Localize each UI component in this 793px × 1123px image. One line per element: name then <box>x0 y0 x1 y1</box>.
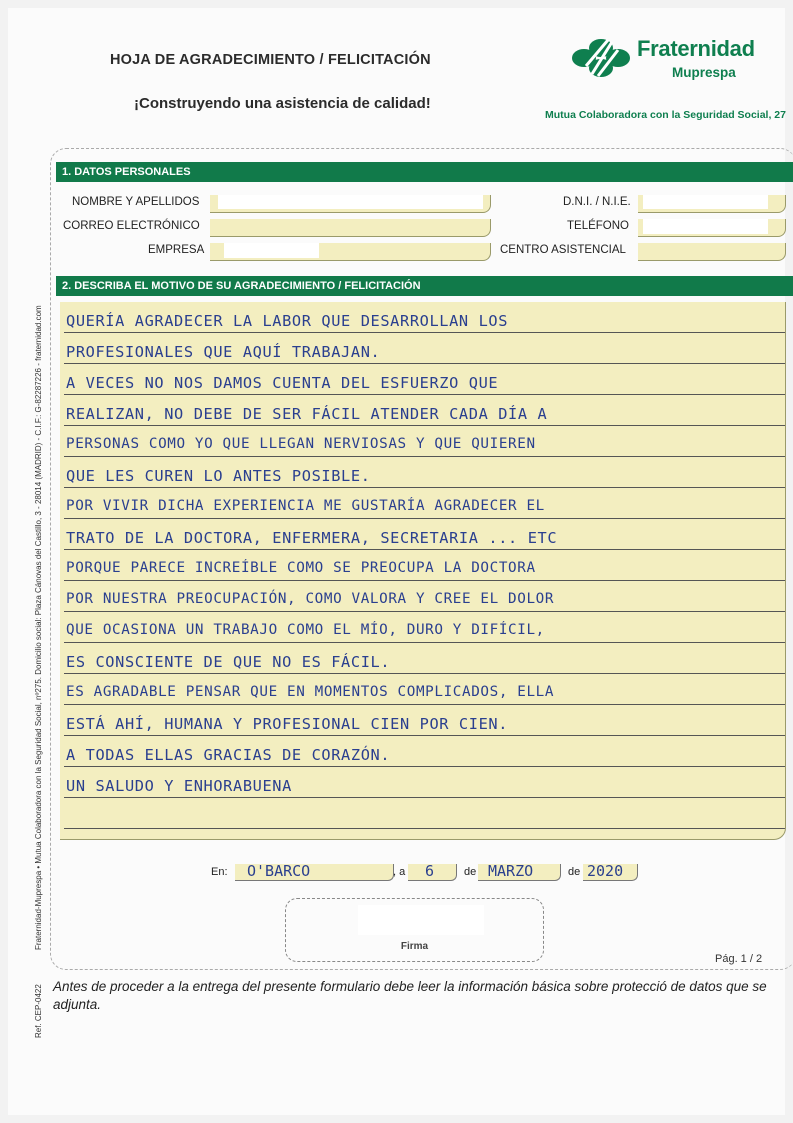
de-label: de <box>568 866 581 878</box>
centro-field[interactable] <box>638 243 786 261</box>
correo-field[interactable] <box>210 219 491 237</box>
section-motive-header: 2. DESCRIBA EL MOTIVO DE SU AGRADECIMIENTO / FELICITACIÓN <box>56 276 793 296</box>
redacted-signature <box>358 905 484 935</box>
reference-code: Ref. CEP-0422 <box>34 984 43 1038</box>
fraternidad-logo-icon <box>570 36 632 80</box>
de-label: de <box>464 866 477 878</box>
correo-label: CORREO ELECTRÓNICO <box>63 220 200 232</box>
place-field[interactable] <box>235 864 394 881</box>
handwritten-line: ESTÁ AHÍ, HUMANA Y PROFESIONAL CIEN POR CIEN. <box>66 715 509 733</box>
handwritten-line: TRATO DE LA DOCTORA, ENFERMERA, SECRETARIA ... ETC <box>66 529 558 547</box>
centro-label: CENTRO ASISTENCIAL <box>500 244 626 256</box>
signature-box[interactable] <box>285 898 544 962</box>
dni-label: D.N.I. / N.I.E. <box>563 196 631 208</box>
handwritten-line: QUE LES CUREN LO ANTES POSIBLE. <box>66 467 371 485</box>
section-personal-data-header: 1. DATOS PERSONALES <box>56 162 793 182</box>
empresa-label: EMPRESA <box>148 244 205 256</box>
handwritten-line: POR NUESTRA PREOCUPACIÓN, COMO VALORA Y CREE EL DOLOR <box>66 591 555 607</box>
telefono-field[interactable] <box>638 219 786 237</box>
handwritten-line: PERSONAS COMO YO QUE LLEGAN NERVIOSAS Y QUE QUIEREN <box>66 436 536 452</box>
handwritten-line: A VECES NO NOS DAMOS CUENTA DEL ESFUERZO QUE <box>66 374 499 392</box>
form-subtitle: ¡Construyendo una asistencia de calidad! <box>134 95 431 112</box>
day-value: 6 <box>425 862 435 880</box>
nombre-field[interactable] <box>210 195 491 213</box>
handwritten-line: PROFESIONALES QUE AQUÍ TRABAJAN. <box>66 343 381 361</box>
handwritten-line: UN SALUDO Y ENHORABUENA <box>66 777 292 795</box>
handwritten-line: QUERÍA AGRADECER LA LABOR QUE DESARROLLAN LOS <box>66 312 509 330</box>
year-field[interactable] <box>583 864 638 881</box>
handwritten-line: POR VIVIR DICHA EXPERIENCIA ME GUSTARÍA AGRADECER EL <box>66 498 545 514</box>
redacted-block <box>218 195 483 209</box>
redacted-block <box>643 219 768 234</box>
motive-text-area[interactable] <box>60 302 786 840</box>
day-field[interactable] <box>408 864 457 881</box>
month-value: MARZO <box>488 862 534 880</box>
handwritten-line: ES CONSCIENTE DE QUE NO ES FÁCIL. <box>66 653 391 671</box>
data-protection-notice: Antes de proceder a la entrega del presente formulario debe leer la información básica sobre protecció de datos que se adjunta. <box>53 979 767 1012</box>
en-label: En: <box>211 866 228 878</box>
handwritten-line: QUE OCASIONA UN TRABAJO COMO EL MÍO, DURO Y DIFÍCIL, <box>66 622 545 638</box>
year-value: 2020 <box>587 862 624 880</box>
handwritten-line: A TODAS ELLAS GRACIAS DE CORAZÓN. <box>66 746 391 764</box>
firma-label: Firma <box>400 941 429 952</box>
dni-field[interactable] <box>638 195 786 213</box>
nombre-label: NOMBRE Y APELLIDOS <box>72 196 200 208</box>
redacted-block <box>224 243 319 258</box>
handwritten-line: REALIZAN, NO DEBE DE SER FÁCIL ATENDER CADA DÍA A <box>66 405 548 423</box>
empresa-field[interactable] <box>210 243 491 261</box>
redacted-block <box>643 195 768 209</box>
form-title: HOJA DE AGRADECIMIENTO / FELICITACIÓN <box>110 52 431 68</box>
page-number: Pág. 1 / 2 <box>715 953 763 965</box>
place-value: O'BARCO <box>247 862 311 880</box>
handwritten-line: ES AGRADABLE PENSAR QUE EN MOMENTOS COMPLICADOS, ELLA <box>66 684 555 700</box>
a-label: , a <box>393 866 406 878</box>
mutua-line: Mutua Colaboradora con la Seguridad Social, 27 <box>545 109 786 121</box>
logo-subname: Muprespa <box>672 65 736 80</box>
logo-name: Fraternidad <box>637 36 755 61</box>
handwritten-line: PORQUE PARECE INCREÍBLE COMO SE PREOCUPA LA DOCTORA <box>66 560 536 576</box>
month-field[interactable] <box>478 864 561 881</box>
telefono-label: TELÉFONO <box>567 220 629 232</box>
